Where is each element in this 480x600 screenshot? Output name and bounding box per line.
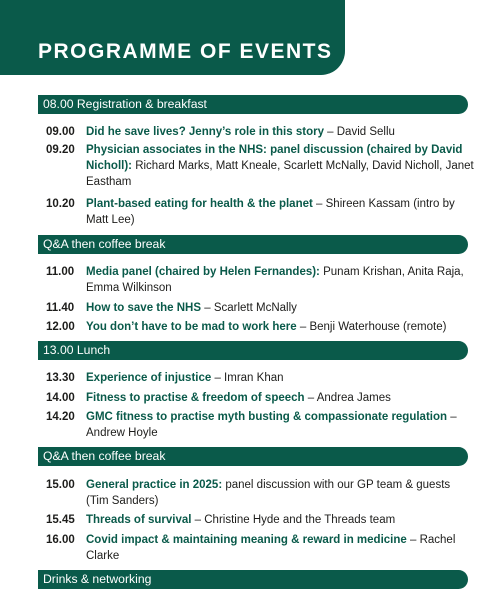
item-speakers: – David Sellu — [323, 126, 395, 138]
item-time: 14.00 — [46, 392, 75, 404]
bar-qa-coffee-2: Q&A then coffee break — [38, 447, 468, 466]
item-time: 15.00 — [46, 479, 75, 491]
item-speakers: panel discussion with our GP team & guests (Tim Sanders) — [86, 479, 451, 507]
item-time: 09.20 — [46, 144, 75, 156]
item-speakers: – Rachel Clarke — [86, 534, 456, 562]
bar-registration: 08.00 Registration & breakfast — [38, 95, 468, 114]
bar-drinks: Drinks & networking — [38, 570, 468, 589]
item-title: Covid impact & maintaining meaning & reward in medicine — [86, 534, 407, 546]
item-title: Media panel (chaired by Helen Fernandes): — [86, 266, 320, 278]
item-speakers: – Andrea James — [304, 392, 391, 404]
item-title: GMC fitness to practise myth busting & compassionate regulation — [86, 411, 448, 423]
item-title: Experience of injustice — [86, 372, 212, 384]
programme-item — [46, 477, 474, 509]
item-time: 12.00 — [46, 321, 75, 333]
item-title: General practice in 2025: — [86, 479, 223, 491]
programme-item — [46, 300, 474, 316]
item-title: Fitness to practise & freedom of speech — [86, 392, 305, 404]
item-time: 14.20 — [46, 411, 75, 423]
item-speakers: – Scarlett McNally — [201, 302, 297, 314]
item-speakers: – Imran Khan — [211, 372, 284, 384]
item-speakers: – Andrew Hoyle — [86, 411, 457, 439]
programme-item — [46, 196, 474, 228]
programme-item — [46, 142, 474, 190]
item-time: 11.40 — [46, 302, 75, 314]
item-time: 09.00 — [46, 126, 75, 138]
item-title: Did he save lives? Jenny’s role in this story — [86, 126, 324, 138]
bar-lunch: 13.00 Lunch — [38, 341, 468, 360]
item-title: You don’t have to be mad to work here — [86, 321, 297, 333]
bar-qa-coffee-1: Q&A then coffee break — [38, 235, 468, 254]
item-title: How to save the NHS — [86, 302, 202, 314]
header-banner — [0, 0, 345, 75]
page-title: PROGRAMME OF EVENTS — [38, 40, 333, 63]
programme-item — [46, 370, 474, 386]
item-title: Threads of survival — [86, 514, 192, 526]
item-speakers: – Christine Hyde and the Threads team — [191, 514, 396, 526]
programme-item — [46, 124, 474, 140]
item-time: 11.00 — [46, 266, 75, 278]
programme-item — [46, 512, 474, 528]
item-speakers: – Shireen Kassam (intro by Matt Lee) — [86, 198, 455, 226]
programme-item — [46, 409, 474, 441]
item-speakers: – Benji Waterhouse (remote) — [296, 321, 447, 333]
item-speakers: Punam Krishan, Anita Raja, Emma Wilkinson — [86, 266, 464, 294]
item-time: 16.00 — [46, 534, 75, 546]
item-time: 15.45 — [46, 514, 75, 526]
item-time: 13.30 — [46, 372, 75, 384]
item-time: 10.20 — [46, 198, 75, 210]
programme-item — [46, 264, 474, 296]
programme-item — [46, 532, 474, 564]
item-speakers: Richard Marks, Matt Kneale, Scarlett McNally, David Nicholl, Janet Eastham — [86, 160, 474, 188]
item-title: Physician associates in the NHS: panel discussion (chaired by David Nicholl): — [86, 144, 463, 172]
item-title: Plant-based eating for health & the planet — [86, 198, 313, 210]
programme-item — [46, 390, 474, 406]
programme-item — [46, 319, 474, 335]
